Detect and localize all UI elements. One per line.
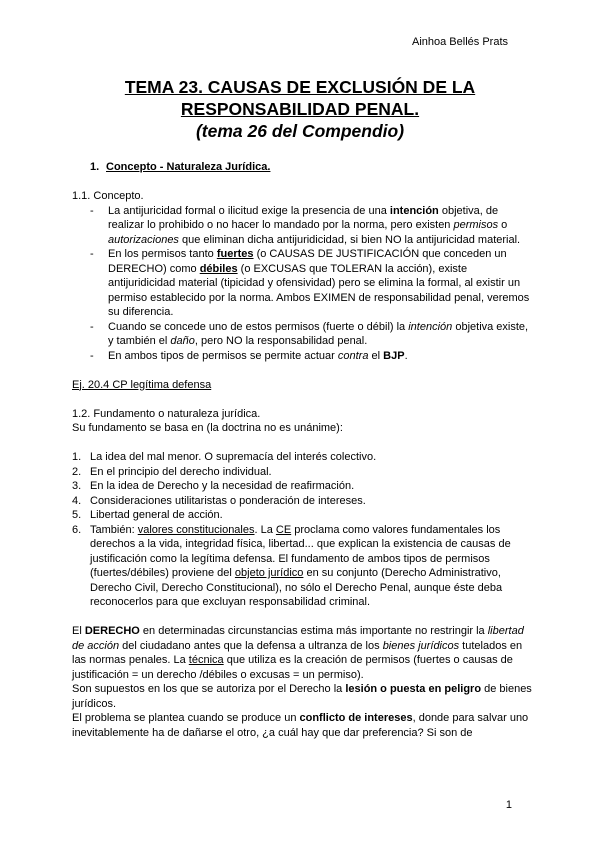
- fundamento-intro: Su fundamento se basa en (la doctrina no es unánime):: [72, 422, 343, 434]
- section-title: Concepto - Naturaleza Jurídica.: [106, 161, 271, 173]
- list-item: - Cuando se concede uno de estos permisos (fuerte o débil) la intención objetiva existe, y también el daño, pero NO la responsabilidad penal.: [108, 320, 532, 349]
- document-title: [60, 76, 540, 142]
- title-subtitle: (tema 26 del Compendio): [195, 121, 405, 141]
- section-number: 1.: [90, 161, 100, 173]
- list-item: 1. La idea del mal menor. O supremacía del interés colectivo.: [72, 451, 377, 463]
- author-name: Ainhoa Bellés Prats: [412, 36, 508, 48]
- page-number: 1: [505, 799, 512, 811]
- concepto-list: [72, 204, 532, 364]
- title-line-1: TEMA 23. CAUSAS DE EXCLUSIÓN DE LA: [124, 77, 476, 97]
- subheading-concepto: 1.1. Concepto.: [72, 190, 144, 202]
- list-item: 4. Consideraciones utilitaristas o ponderación de intereses.: [72, 494, 366, 507]
- paragraph-derecho: El DERECHO en determinadas circunstancias estima más importante no restringir la libertad de acción del ciudadano antes que la defensa a ultranza de los bienes jurídicos tutelados en las normas penales. La técnica que utiliza es la creación de permisos (fuertes o causas de justificación = un derecho /débiles o excusas = un permiso).: [72, 625, 524, 681]
- example-reference: Ej. 20.4 CP legítima defensa: [72, 378, 212, 391]
- section-heading: [90, 160, 532, 175]
- list-item: - En ambos tipos de permisos se permite actuar contra el BJP.: [108, 349, 532, 364]
- list-item: 2. En el principio del derecho individual.: [72, 465, 272, 478]
- list-item: - La antijuricidad formal o ilicitud exige la presencia de una intención objetiva, de realizar lo prohibido o no hacer lo mandado por la norma, pero existen permisos o autorizaciones que eliminan dicha antijuridicidad, si bien NO la antijuricidad material.: [108, 204, 532, 248]
- paragraph-supuestos: Son supuestos en los que se autoriza por el Derecho la lesión o puesta en peligro de bienes jurídicos.: [72, 683, 532, 710]
- list-item: 5. Libertad general de acción.: [72, 509, 223, 521]
- fundamento-list: [72, 450, 532, 610]
- list-item: - En los permisos tanto fuertes (o CAUSAS DE JUSTIFICACIÓN que conceden un DERECHO) como débiles (o EXCUSAS que TOLERAN la acción), existe antijuridicidad material (tipicidad y ofensividad) pero se elimina la formal, al existir un permiso establecido por la norma. Ambos EXIMEN de responsabilidad penal, veremos su diferencia.: [108, 247, 532, 320]
- list-item: 6. También: valores constitucionales. La CE proclama como valores fundamentales los derechos a la vida, integridad física, libertad... que explican la existencia de causas de justificación como la legítima defensa. El fundamento de ambos tipos de permisos (fuertes/débiles) proviene del objeto jurídico en su conjunto (Derecho Administrativo, Derecho Civil, Derecho Constitucional), no sólo el Derecho Penal, aunque éste deba reconocerlos para que excluyan responsabilidad criminal.: [72, 523, 511, 608]
- list-item: 3. En la idea de Derecho y la necesidad de reafirmación.: [72, 480, 355, 492]
- document-body: [72, 160, 532, 740]
- subheading-fundamento: 1.2. Fundamento o naturaleza jurídica.: [72, 407, 261, 420]
- paragraph-problema: El problema se plantea cuando se produce un conflicto de intereses, donde para salvar uno inevitablemente ha de dañarse el otro, ¿a cuál hay que dar preferencia? Si son de: [72, 712, 529, 739]
- title-line-2: RESPONSABILIDAD PENAL.: [180, 99, 420, 119]
